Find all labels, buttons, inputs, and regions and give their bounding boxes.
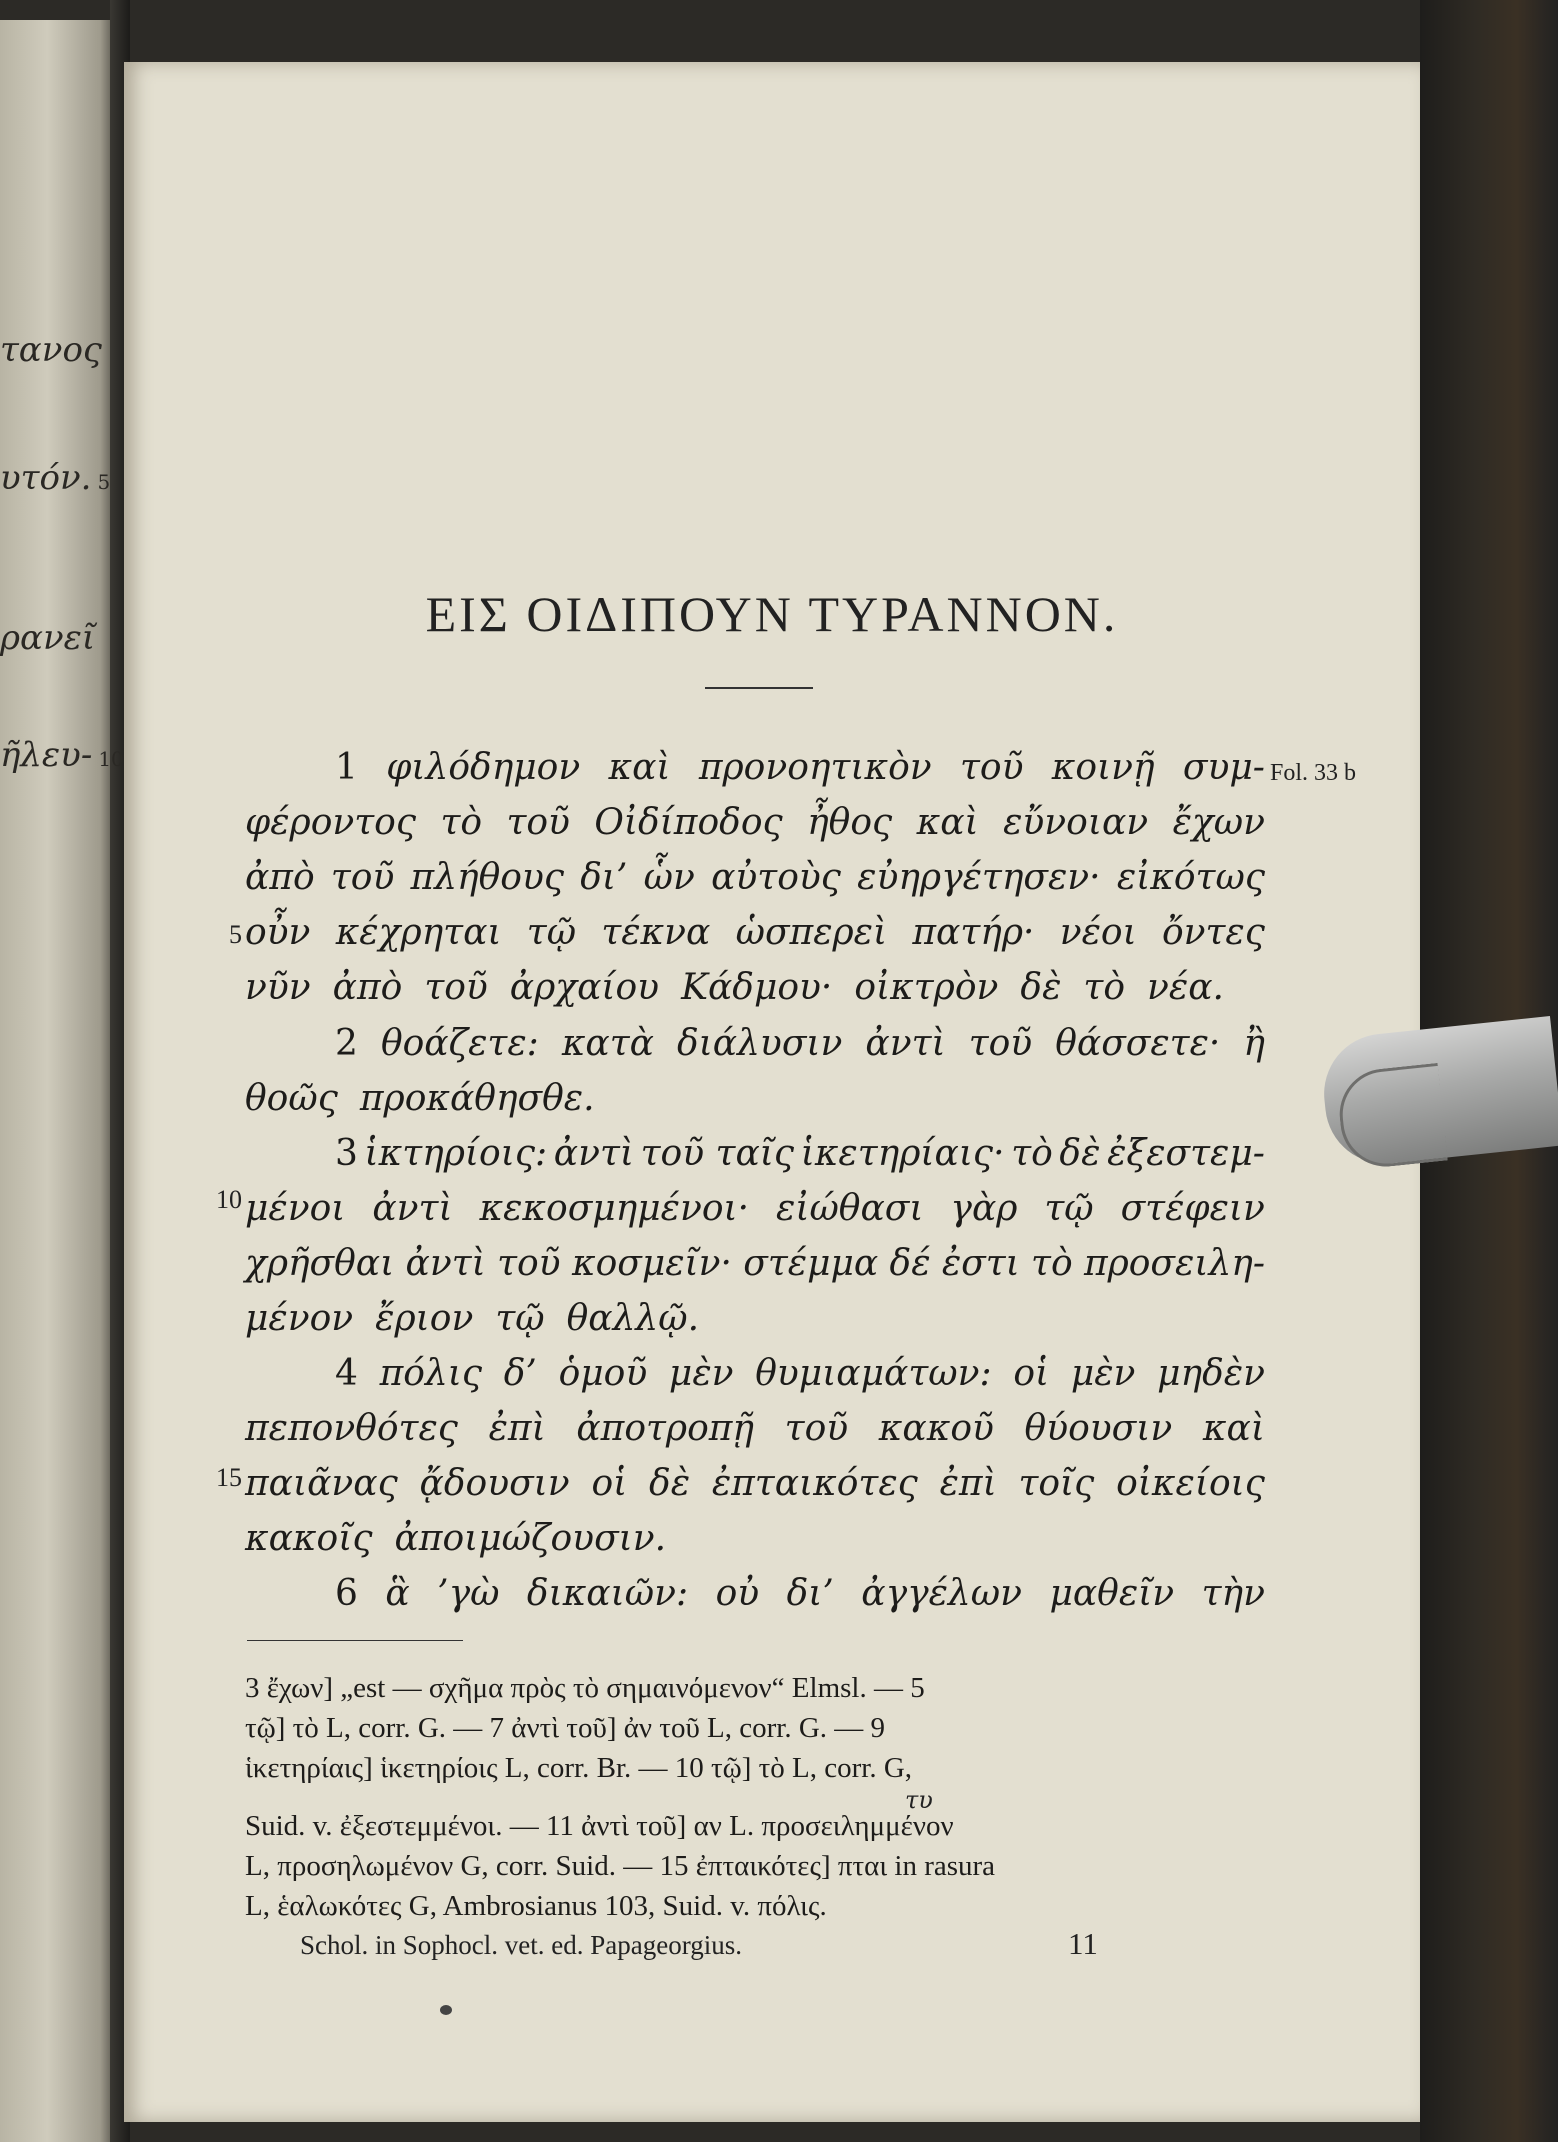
word: ἀγγέλων bbox=[861, 1573, 1022, 1614]
word: καὶ bbox=[916, 802, 979, 843]
word: κατὰ bbox=[561, 1023, 654, 1064]
word: χρῆσθαι bbox=[245, 1243, 395, 1284]
word: εἰώθασι bbox=[776, 1188, 924, 1229]
word: θύουσιν bbox=[1024, 1408, 1173, 1449]
word: οὐ bbox=[715, 1573, 760, 1614]
text-line bbox=[335, 1023, 1265, 1069]
word: κακοῖς bbox=[245, 1518, 373, 1559]
word: κέχρηται bbox=[335, 912, 502, 953]
word: πατήρ· bbox=[912, 912, 1035, 953]
word: μὲν bbox=[668, 1353, 734, 1394]
word: παιᾶνας bbox=[245, 1463, 398, 1504]
facing-page-fragment: ρανεῖ bbox=[0, 618, 96, 658]
text-line bbox=[245, 1408, 1265, 1454]
word: ἱκτηρίοις: bbox=[364, 1133, 548, 1174]
word: οἱ bbox=[591, 1463, 628, 1504]
word: ἔριον bbox=[375, 1298, 474, 1339]
title-rule bbox=[705, 687, 813, 689]
word: προσειλη- bbox=[1083, 1243, 1265, 1284]
word: τοῦ bbox=[959, 747, 1024, 788]
line-number: 5 bbox=[229, 920, 242, 949]
footnote-line: ἱκετηρίαις] ἱκετηρίοις L, corr. Br. — 10 τῷ] τὸ L, corr. G, bbox=[245, 1752, 913, 1784]
word: ἐξεστεμ- bbox=[1107, 1133, 1265, 1174]
word: φιλόδημον bbox=[386, 747, 581, 788]
word: τὸ bbox=[1031, 1243, 1073, 1284]
text-line bbox=[245, 1243, 1265, 1289]
word: Οἰδίποδος bbox=[594, 802, 783, 843]
word: τοῦ κοσμεῖν· bbox=[497, 1243, 732, 1284]
word: ᾄδουσιν bbox=[419, 1463, 570, 1504]
text-line bbox=[245, 967, 1265, 1013]
text-line bbox=[335, 1573, 1265, 1619]
text-line bbox=[245, 1463, 1265, 1509]
word: ἐπὶ bbox=[488, 1408, 546, 1449]
word: 6 bbox=[335, 1573, 358, 1614]
word: ἔχων bbox=[1172, 802, 1265, 843]
word: τὸ bbox=[440, 802, 483, 843]
word: ’γὼ bbox=[437, 1573, 500, 1614]
word: ἀποιμώζουσιν. bbox=[394, 1518, 667, 1559]
word: 2 bbox=[335, 1023, 358, 1064]
page-title: ΕΙΣ ΟΙΔΙΠΟΥΝ ΤΥΡΑΝΝΟΝ. bbox=[425, 586, 1119, 642]
word: τοῖς bbox=[1018, 1463, 1095, 1504]
word: νῦν bbox=[245, 967, 311, 1008]
word: δέ bbox=[889, 1243, 931, 1284]
footnote-superscript: τυ bbox=[905, 1786, 933, 1814]
text-line bbox=[245, 1298, 1265, 1344]
word: ἀντὶ bbox=[553, 1133, 634, 1174]
word: τὴν bbox=[1201, 1573, 1265, 1614]
text-line bbox=[245, 802, 1265, 848]
word: οὖν bbox=[245, 912, 311, 953]
word: θοῶς bbox=[245, 1078, 338, 1119]
word: μὲν bbox=[1070, 1353, 1136, 1394]
word: αὐτοὺς bbox=[711, 857, 841, 898]
text-line bbox=[245, 1188, 1265, 1234]
word: φέροντος bbox=[245, 802, 416, 843]
word: οἰκτρὸν bbox=[854, 967, 999, 1008]
word: μηδὲν bbox=[1157, 1353, 1265, 1394]
footnote-line: Suid. v. ἐξεστεμμένοι. — 11 ἀντὶ τοῦ] αν L. προσειλημμένον bbox=[245, 1810, 954, 1842]
text-line bbox=[245, 1078, 1265, 1124]
margin-note: Fol. 33 b bbox=[1270, 760, 1357, 786]
word: μένον bbox=[245, 1298, 354, 1339]
word: τῷ bbox=[1044, 1188, 1094, 1229]
line-number: 15 bbox=[216, 1463, 242, 1492]
word: ὄντες bbox=[1161, 912, 1265, 953]
word: ἀπὸ bbox=[245, 857, 315, 898]
text-line bbox=[335, 747, 1265, 793]
word: πεπονθότες bbox=[245, 1408, 458, 1449]
word: δ’ bbox=[503, 1353, 537, 1394]
word: τοῦ bbox=[784, 1408, 849, 1449]
footnote-line: 3 ἔχων] „est — σχῆμα πρὸς τὸ σημαινόμενον“ Elmsl. — 5 bbox=[245, 1672, 925, 1704]
text-line bbox=[335, 1353, 1265, 1399]
word: ἀντὶ bbox=[865, 1023, 946, 1064]
word: καὶ bbox=[1202, 1408, 1265, 1449]
page-number: 11 bbox=[1068, 1926, 1098, 1961]
word: μένοι bbox=[245, 1188, 346, 1229]
running-footer: Schol. in Sophocl. vet. ed. Papageorgius. bbox=[300, 1930, 742, 1960]
line-number: 10 bbox=[216, 1185, 242, 1214]
word: θάσσετε· bbox=[1055, 1023, 1221, 1064]
word: νέα. bbox=[1147, 967, 1224, 1008]
facing-page-fragment: ῆλευ- 10 bbox=[0, 735, 124, 775]
word: ἀποτροπῇ bbox=[576, 1408, 754, 1449]
word: τὸ bbox=[1083, 967, 1125, 1008]
word: ἐπταικότες bbox=[711, 1463, 918, 1504]
word: δι’ bbox=[580, 857, 628, 898]
text-line bbox=[335, 1133, 1265, 1179]
word: καὶ bbox=[608, 747, 671, 788]
word: θαλλῷ. bbox=[566, 1298, 700, 1339]
word: τοῦ ταῖς bbox=[640, 1133, 795, 1174]
word: ἱκετηρίαις· bbox=[800, 1133, 1005, 1174]
word: τῷ bbox=[495, 1298, 545, 1339]
word: εἰκότως bbox=[1116, 857, 1265, 898]
word: κεκοσμημένοι· bbox=[479, 1188, 750, 1229]
word: ἀρχαίου bbox=[509, 967, 660, 1008]
word: 1 bbox=[335, 747, 358, 788]
word: δικαιῶν: bbox=[526, 1573, 689, 1614]
text-line bbox=[245, 1518, 1265, 1564]
word: κακοῦ bbox=[878, 1408, 994, 1449]
word: προκάθησθε. bbox=[359, 1078, 595, 1119]
word: θυμιαμάτων: bbox=[755, 1353, 992, 1394]
word: δὲ bbox=[649, 1463, 691, 1504]
word: οἱ bbox=[1013, 1353, 1050, 1394]
text-line bbox=[245, 912, 1265, 958]
word: θοάζετε: bbox=[380, 1023, 539, 1064]
word: 3 bbox=[335, 1133, 358, 1174]
word: ὧν bbox=[643, 857, 695, 898]
word: πλήθους bbox=[410, 857, 564, 898]
word: γὰρ bbox=[950, 1188, 1018, 1229]
word: εὔνοιαν bbox=[1003, 802, 1149, 843]
footnote-rule bbox=[247, 1640, 463, 1641]
word: στέμμα bbox=[743, 1243, 879, 1284]
word: δὲ bbox=[1059, 1133, 1101, 1174]
facing-page-fragment: τανος bbox=[0, 330, 102, 370]
word: Κάδμου· bbox=[681, 967, 833, 1008]
word: δὲ bbox=[1020, 967, 1062, 1008]
text-line bbox=[245, 857, 1265, 903]
word: ἐστι bbox=[941, 1243, 1020, 1284]
word: τέκνα bbox=[601, 912, 711, 953]
word: τοῦ bbox=[424, 967, 488, 1008]
word: ἃ bbox=[385, 1573, 410, 1614]
footnote-line: L, προσηλωμένον G, corr. Suid. — 15 ἐπταικότες] πται in rasura bbox=[245, 1850, 996, 1882]
word: τῷ bbox=[526, 912, 577, 953]
word: νέοι bbox=[1059, 912, 1137, 953]
word: πόλις bbox=[379, 1353, 483, 1394]
ink-spot bbox=[440, 2005, 452, 2015]
word: ἦθος bbox=[807, 802, 893, 843]
word: ἢ bbox=[1243, 1023, 1265, 1064]
word: τοῦ bbox=[968, 1023, 1033, 1064]
word: ὡσπερεὶ bbox=[735, 912, 888, 953]
word: τοῦ bbox=[330, 857, 395, 898]
word: προνοητικὸν bbox=[698, 747, 932, 788]
word: ὁμοῦ bbox=[558, 1353, 648, 1394]
word: ἀντὶ bbox=[372, 1188, 453, 1229]
word: εὐηργέτησεν· bbox=[857, 857, 1101, 898]
word: στέφειν bbox=[1120, 1188, 1265, 1229]
footnote-line: τῷ] τὸ L, corr. G. — 7 ἀντὶ τοῦ] ἀν τοῦ L, corr. G. — 9 bbox=[245, 1712, 886, 1744]
word: ἀντὶ bbox=[405, 1243, 486, 1284]
word: οἰκείοις bbox=[1116, 1463, 1265, 1504]
word: δι’ bbox=[786, 1573, 834, 1614]
word: διάλυσιν bbox=[677, 1023, 843, 1064]
word: ἐπὶ bbox=[939, 1463, 997, 1504]
word: μαθεῖν bbox=[1049, 1573, 1175, 1614]
word: 4 bbox=[335, 1353, 358, 1394]
word: συμ- bbox=[1182, 747, 1265, 788]
footnote-line: L, ἑαλωκότες G, Ambrosianus 103, Suid. v. πόλις. bbox=[245, 1890, 827, 1922]
facing-page-fragment: υτόν. 5 bbox=[0, 458, 111, 498]
word: τὸ bbox=[1011, 1133, 1053, 1174]
word: κοινῇ bbox=[1051, 747, 1155, 788]
word: τοῦ bbox=[506, 802, 570, 843]
word: ἀπὸ bbox=[332, 967, 403, 1008]
